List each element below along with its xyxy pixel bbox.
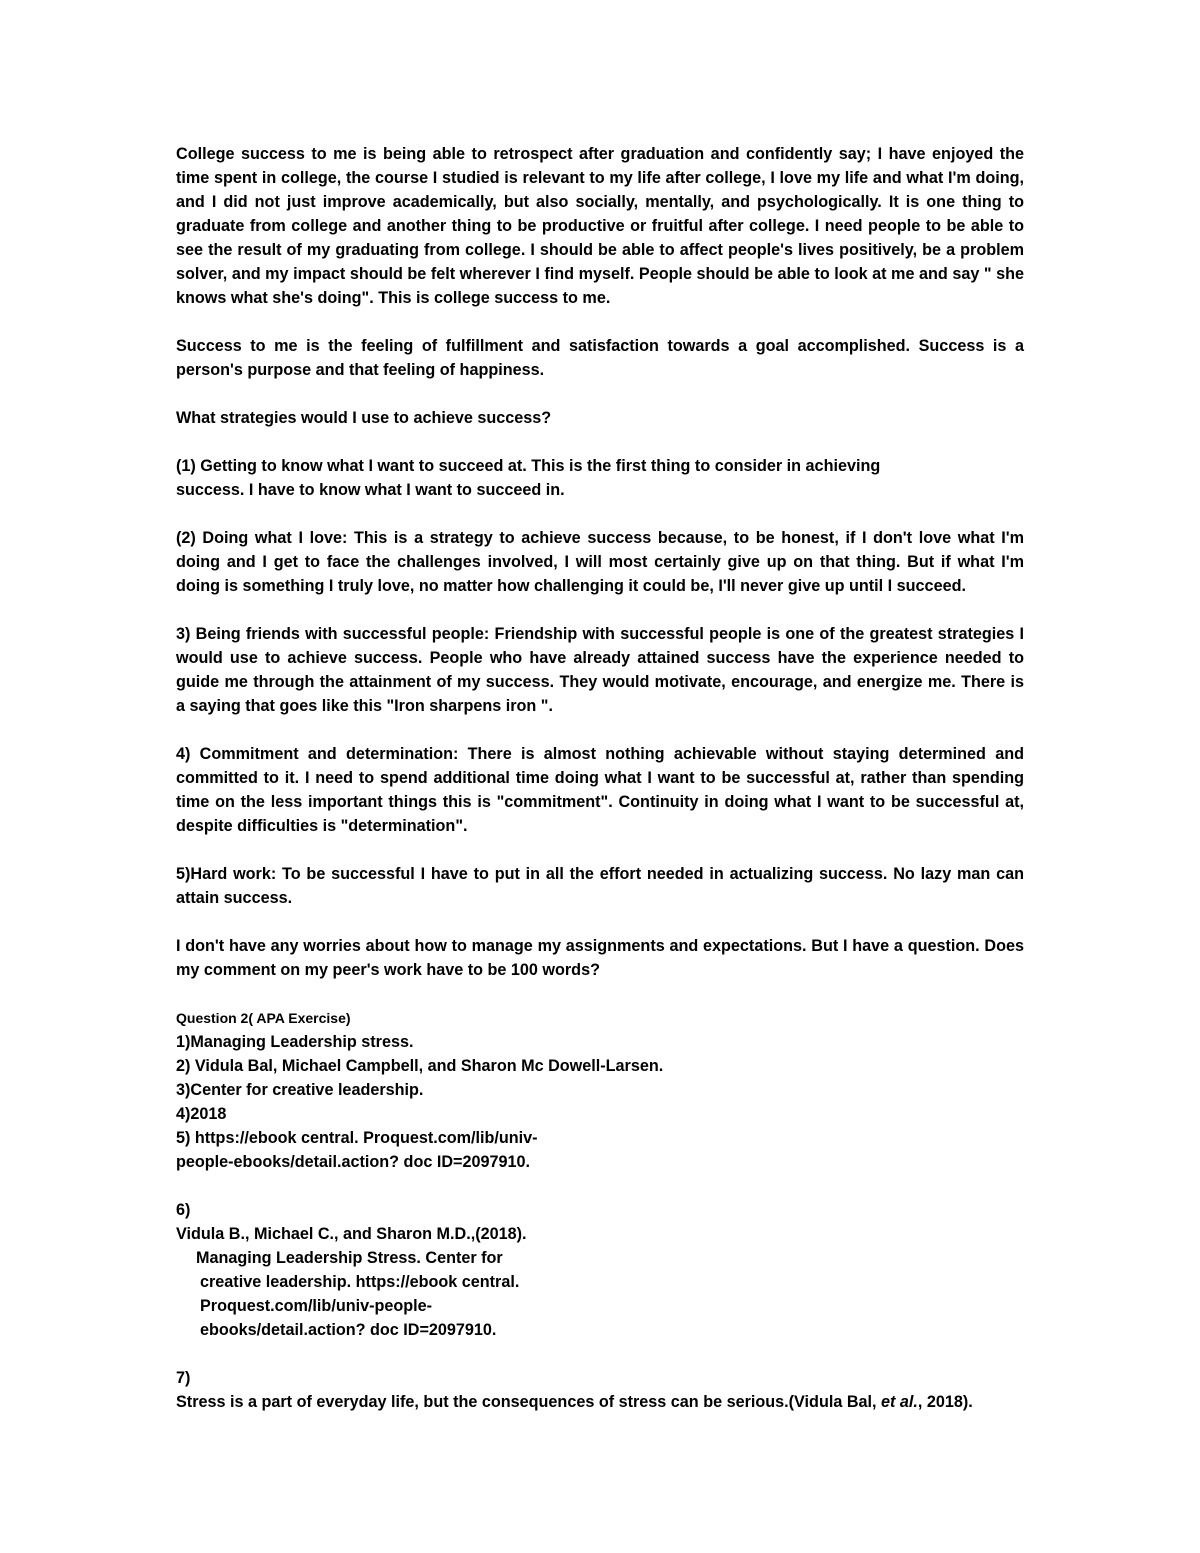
apa-reference-line-2: Managing Leadership Stress. Center for [196, 1249, 503, 1267]
paragraph-success-definition: Success to me is the feeling of fulfillment and satisfaction towards a goal accomplished. Success is a person's purpose and that feeling of happiness. [176, 337, 1024, 379]
strategy-2: (2) Doing what I love: This is a strategy to achieve success because, to be honest, if I don't love what I'm doing and I get to face the challenges involved, I will most certainly give up on that thing. But if what I'm doing is something I truly love, no matter how challenging it could be, I'll never give up until I succeed. [176, 529, 1024, 595]
apa-item-3: 3)Center for creative leadership. [176, 1081, 424, 1099]
strategy-3: 3) Being friends with successful people: Friendship with successful people is one of the greatest strategies I would use to achieve success. People who have already attained success have the experience needed to guide me through the attainment of my success. They would motivate, encourage, and energize me. There is a saying that goes like this "Iron sharpens iron ". [176, 625, 1024, 715]
strategy-1-line-1: (1) Getting to know what I want to succeed at. This is the first thing to consider in achieving [176, 457, 881, 475]
apa-in-text-citation [176, 1390, 1024, 1414]
apa-reference-line-5: ebooks/detail.action? doc ID=2097910. [200, 1321, 497, 1339]
apa-reference-line-3: creative leadership. https://ebook central. [200, 1273, 520, 1291]
question-2-heading: Question 2( APA Exercise) [176, 1010, 351, 1026]
citation-et-al: et al. [881, 1393, 918, 1411]
strategy-1 [176, 454, 1024, 502]
apa-item-1: 1)Managing Leadership stress. [176, 1033, 414, 1051]
paragraph-strategies-question: What strategies would I use to achieve success? [176, 409, 552, 427]
apa-item-4: 4)2018 [176, 1105, 227, 1123]
citation-text: Stress is a part of everyday life, but the consequences of stress can be serious.(Vidula Bal, [176, 1393, 882, 1411]
apa-item-6 [176, 1198, 1024, 1342]
apa-reference-line-1: Vidula B., Michael C., and Sharon M.D.,(2018). [176, 1225, 527, 1243]
strategy-5: 5)Hard work: To be successful I have to put in all the effort needed in actualizing success. No lazy man can attain success. [176, 865, 1024, 907]
apa-item-2: 2) Vidula Bal, Michael Campbell, and Sharon Mc Dowell-Larsen. [176, 1057, 664, 1075]
apa-item-5-line-1: 5) https://ebook central. Proquest.com/lib/univ- [176, 1129, 538, 1147]
strategy-4: 4) Commitment and determination: There is almost nothing achievable without staying determined and committed to it. I need to spend additional time doing what I want to be successful at, rather than spending time on the less important things this is "commitment". Continuity in doing what I want to be successful at, despite difficulties is "determination". [176, 745, 1024, 835]
paragraph-question-to-instructor: I don't have any worries about how to manage my assignments and expectations. But I have a question. Does my comment on my peer's work have to be 100 words? [176, 937, 1024, 979]
apa-item-6-label: 6) [176, 1201, 191, 1219]
apa-item-7-label: 7) [176, 1369, 191, 1387]
apa-item-5-line-2: people-ebooks/detail.action? doc ID=2097910. [176, 1153, 530, 1171]
document-body [176, 142, 1024, 1438]
apa-reference-line-4: Proquest.com/lib/univ-people- [200, 1297, 433, 1315]
question-2-section [176, 1006, 1024, 1174]
paragraph-college-success: College success to me is being able to retrospect after graduation and confidently say; I have enjoyed the time spent in college, the course I studied is relevant to my life after college, I love my life and what I'm doing, and I did not just improve academically, but also socially, mentally, and psychologically. It is one thing to graduate from college and another thing to be productive or fruitful after college. I need people to be able to see the result of my graduating from college. I should be able to affect people's lives positively, be a problem solver, and my impact should be felt wherever I find myself. People should be able to look at me and say " she knows what she's doing". This is college success to me. [176, 145, 1024, 307]
citation-year: , 2018). [917, 1393, 973, 1411]
apa-item-7 [176, 1366, 1024, 1414]
strategy-1-line-2: success. I have to know what I want to succeed in. [176, 481, 565, 499]
